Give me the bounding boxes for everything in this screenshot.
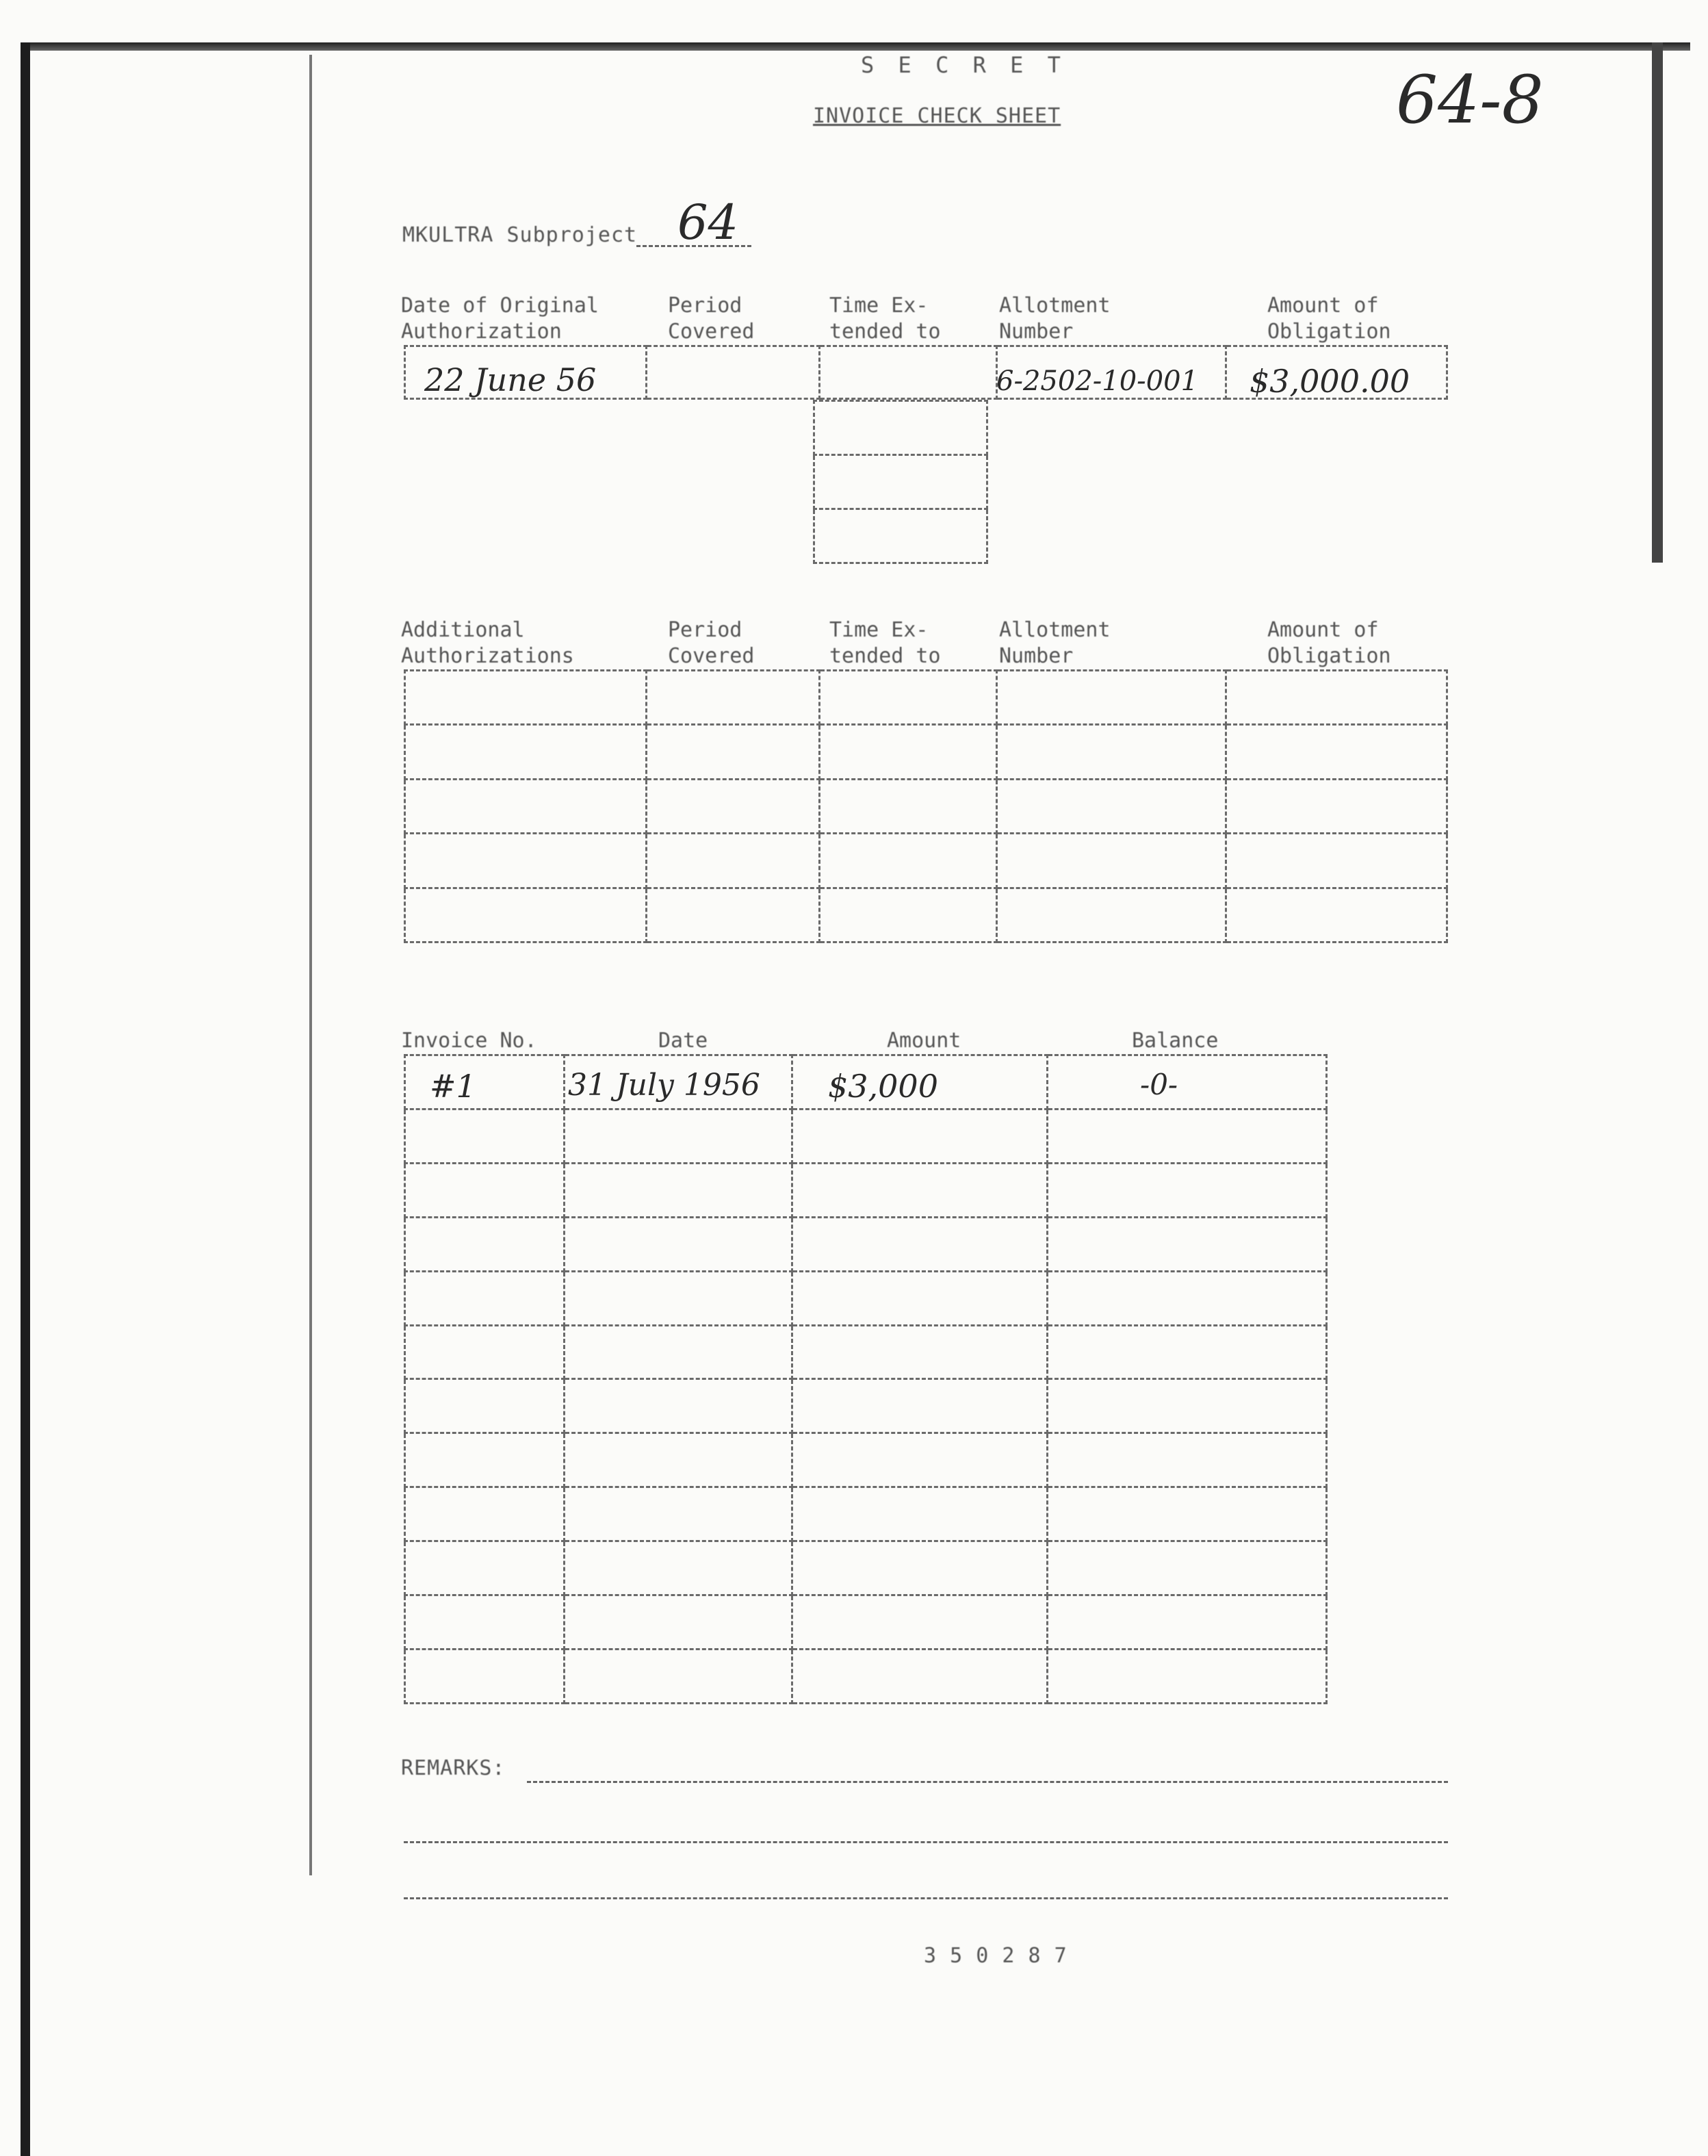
footer-code: 3 5 0 2 8 7	[924, 1944, 1068, 1968]
extended-box	[814, 509, 987, 563]
orig-date-value: 22 June 56	[424, 361, 597, 398]
orig-allotment-value: 6-2502-10-001	[996, 365, 1199, 397]
invoice-header-number: Invoice No.	[401, 1029, 537, 1053]
add-header-period: Period Covered	[668, 618, 755, 668]
invoice-row-amount: $3,000	[828, 1068, 938, 1105]
orig-header-amount: Amount of Obligation	[1267, 294, 1391, 344]
invoice-header-balance: Balance	[1132, 1029, 1219, 1053]
subproject-number: 64	[677, 194, 739, 251]
invoice-row-balance: -0-	[1140, 1068, 1178, 1101]
add-header-amount: Amount of Obligation	[1267, 618, 1391, 668]
remarks-label: REMARKS:	[401, 1756, 506, 1780]
orig-cell-period	[647, 346, 820, 399]
invoice-header-date: Date	[658, 1029, 708, 1053]
file-number: 64-8	[1396, 62, 1544, 138]
page-left-edge	[21, 42, 30, 2156]
remarks-line	[527, 1781, 1448, 1783]
classification-marking: S E C R E T	[861, 52, 1066, 78]
orig-amount-value: $3,000.00	[1250, 363, 1410, 400]
orig-header-allotment: Allotment Number	[999, 294, 1111, 344]
add-header-authorizations: Additional Authorizations	[401, 618, 574, 668]
time-extended-boxes	[813, 400, 988, 564]
invoice-row-date: 31 July 1956	[568, 1068, 760, 1103]
invoice-table	[404, 1054, 1328, 1704]
subproject-label: MKULTRA Subproject	[402, 223, 638, 247]
subproject-underline	[636, 245, 751, 247]
orig-header-period: Period Covered	[668, 294, 755, 344]
add-header-allotment: Allotment Number	[999, 618, 1111, 668]
extended-box	[814, 401, 987, 455]
orig-header-date: Date of Original Authorization	[401, 294, 599, 344]
orig-cell-extended	[820, 346, 997, 399]
document-title: INVOICE CHECK SHEET	[813, 104, 1061, 128]
page-right-edge	[1652, 42, 1663, 563]
remarks-line	[404, 1841, 1448, 1843]
orig-header-extended: Time Ex- tended to	[829, 294, 941, 344]
add-header-extended: Time Ex- tended to	[829, 618, 941, 668]
invoice-row-number: #1	[430, 1068, 476, 1105]
invoice-header-amount: Amount	[887, 1029, 961, 1053]
extended-box	[814, 455, 987, 509]
binder-margin-line	[309, 55, 312, 1875]
page-top-edge	[21, 42, 1690, 51]
additional-authorizations-table	[404, 669, 1448, 943]
remarks-line	[404, 1897, 1448, 1899]
